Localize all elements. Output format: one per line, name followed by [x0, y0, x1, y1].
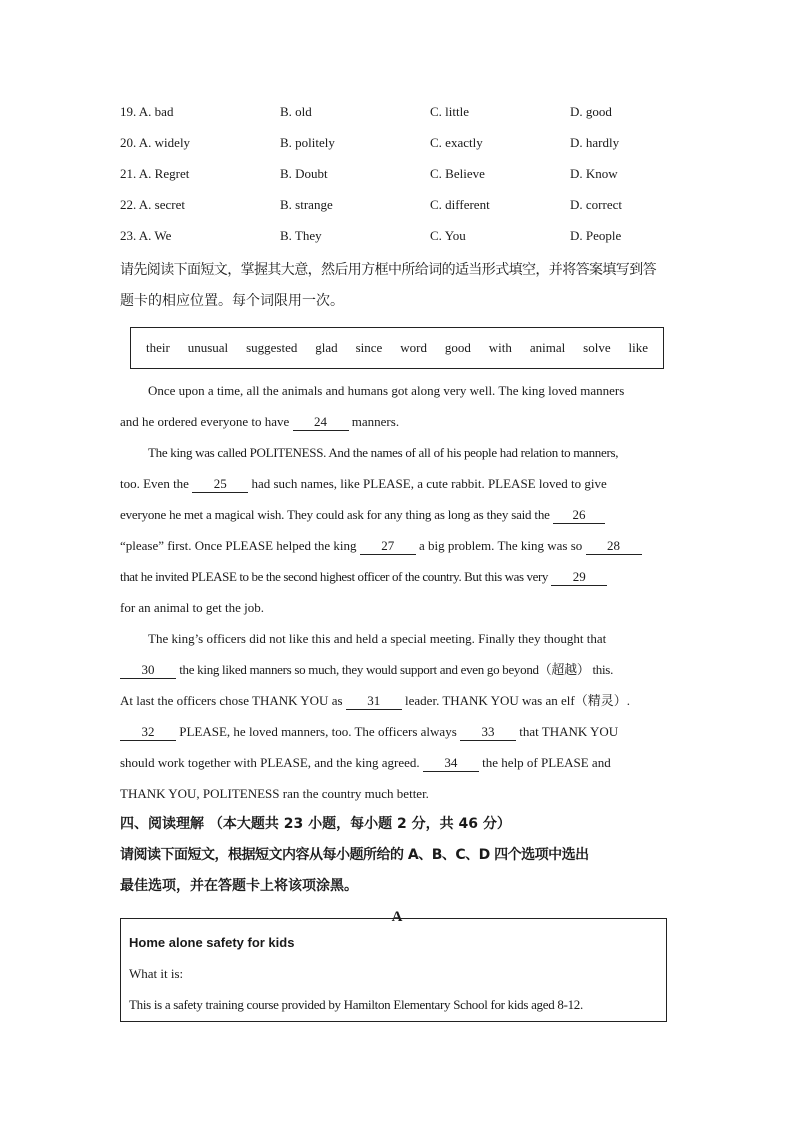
- passage-text: too. Even the: [120, 476, 189, 491]
- word-box-item: animal: [529, 340, 566, 355]
- passage-text: “please” first. Once PLEASE helped the king: [120, 538, 357, 553]
- option-c: C. different: [430, 197, 490, 212]
- word-box-item: solve: [583, 340, 611, 355]
- exam-page: [120, 100, 674, 933]
- option-d: D. hardly: [570, 135, 620, 150]
- blank-27[interactable]: 27: [360, 538, 416, 555]
- blank-29[interactable]: 29: [551, 569, 607, 586]
- word-box-item: unusual: [187, 340, 229, 355]
- option-c: C. little: [430, 104, 469, 119]
- passage-text: the help of PLEASE and: [482, 755, 611, 770]
- passage-text: had such names, like PLEASE, a cute rabbit. PLEASE loved to give: [251, 476, 607, 491]
- option-row-20: [120, 131, 674, 162]
- option-b: B. politely: [280, 135, 335, 150]
- passage-a-box: [120, 918, 667, 1022]
- word-box-item: good: [444, 340, 471, 355]
- option-a: 19. A. bad: [120, 104, 174, 119]
- option-a: 23. A. We: [120, 228, 172, 243]
- passage-text: manners.: [351, 414, 400, 429]
- passage-text: should work together with PLEASE, and the king agreed.: [120, 755, 420, 770]
- cloze-instruction-line-1: 请先阅读下面短文，掌握其大意，然后用方框中所给词的适当形式填空，并将答案填写到答: [120, 262, 656, 278]
- option-row-21: [120, 162, 674, 193]
- blank-30[interactable]: 30: [120, 662, 176, 679]
- option-b: B. They: [280, 228, 322, 243]
- option-a: 22. A. secret: [120, 197, 185, 212]
- option-d: D. good: [570, 104, 612, 119]
- passage-a-title: Home alone safety for kids: [129, 935, 295, 950]
- passage-text: THANK YOU, POLITENESS ran the country much better.: [120, 786, 429, 801]
- passage-text: that THANK YOU: [519, 724, 619, 739]
- passage-text: and he ordered everyone to have: [120, 414, 290, 429]
- option-row-19: [120, 100, 674, 131]
- blank-31[interactable]: 31: [346, 693, 402, 710]
- passage-paragraph-2: [120, 437, 674, 623]
- passage-paragraph-3: [120, 623, 674, 809]
- option-row-22: [120, 193, 674, 224]
- blank-26[interactable]: 26: [553, 507, 605, 524]
- passage-text: At last the officers chose THANK YOU as: [120, 693, 343, 708]
- blank-34[interactable]: 34: [423, 755, 479, 772]
- blank-32[interactable]: 32: [120, 724, 176, 741]
- word-box-item: glad: [315, 340, 338, 355]
- blank-24[interactable]: 24: [293, 414, 349, 431]
- option-b: B. strange: [280, 197, 333, 212]
- passage-text: leader. THANK YOU was an elf（精灵）.: [405, 693, 630, 708]
- passage-paragraph-1: [120, 375, 674, 437]
- option-a: 21. A. Regret: [120, 166, 190, 181]
- passage-text: The king was called POLITENESS. And the names of all of his people had relation to manners,: [148, 445, 619, 460]
- blank-25[interactable]: 25: [192, 476, 248, 493]
- section-4-instruction-line-2: 最佳选项，并在答题卡上将该项涂黑。: [120, 878, 358, 894]
- section-4-title: 四、阅读理解 （本大题共 23 小题，每小题 2 分，共 46 分）: [120, 816, 511, 832]
- option-b: B. Doubt: [280, 166, 328, 181]
- word-box: [130, 327, 664, 369]
- passage-text: a big problem. The king was so: [418, 538, 583, 553]
- blank-33[interactable]: 33: [460, 724, 516, 741]
- option-b: B. old: [280, 104, 312, 119]
- word-box-item: like: [628, 340, 649, 355]
- word-box-item: with: [488, 340, 512, 355]
- blank-28[interactable]: 28: [586, 538, 642, 555]
- passage-a-text: This is a safety training course provided by Hamilton Elementary School for kids aged 8-12.: [129, 997, 583, 1012]
- passage-a-heading: A: [391, 909, 403, 925]
- passage-text: for an animal to get the job.: [120, 600, 265, 615]
- option-c: C. Believe: [430, 166, 485, 181]
- word-box-item: word: [400, 340, 427, 355]
- word-box-item: suggested: [246, 340, 298, 355]
- passage-text: The king’s officers did not like this and held a special meeting. Finally they thought that: [148, 631, 607, 646]
- options-list: [120, 100, 674, 255]
- option-d: D. Know: [570, 166, 618, 181]
- section-4-instruction-line-1: 请阅读下面短文，根据短文内容从每小题所给的 A、B、C、D 四个选项中选出: [120, 847, 589, 863]
- option-c: C. You: [430, 228, 466, 243]
- passage-a-label: What it is:: [129, 966, 184, 981]
- passage-text: that he invited PLEASE to be the second highest officer of the country. But this was very: [120, 569, 548, 584]
- passage-text: Once upon a time, all the animals and humans got along very well. The king loved manners: [148, 383, 625, 398]
- passage-text: PLEASE, he loved manners, too. The officers always: [179, 724, 457, 739]
- passage-text: the king liked manners so much, they would support and even go beyond（超越） this.: [179, 662, 614, 677]
- cloze-instruction-line-2: 题卡的相应位置。每个词限用一次。: [120, 293, 344, 309]
- word-box-item: since: [355, 340, 383, 355]
- option-d: D. People: [570, 228, 622, 243]
- option-c: C. exactly: [430, 135, 483, 150]
- option-d: D. correct: [570, 197, 622, 212]
- option-row-23: [120, 224, 674, 255]
- word-box-item: their: [145, 340, 170, 355]
- passage-text: everyone he met a magical wish. They could ask for any thing as long as they said the: [120, 507, 550, 522]
- option-a: 20. A. widely: [120, 135, 191, 150]
